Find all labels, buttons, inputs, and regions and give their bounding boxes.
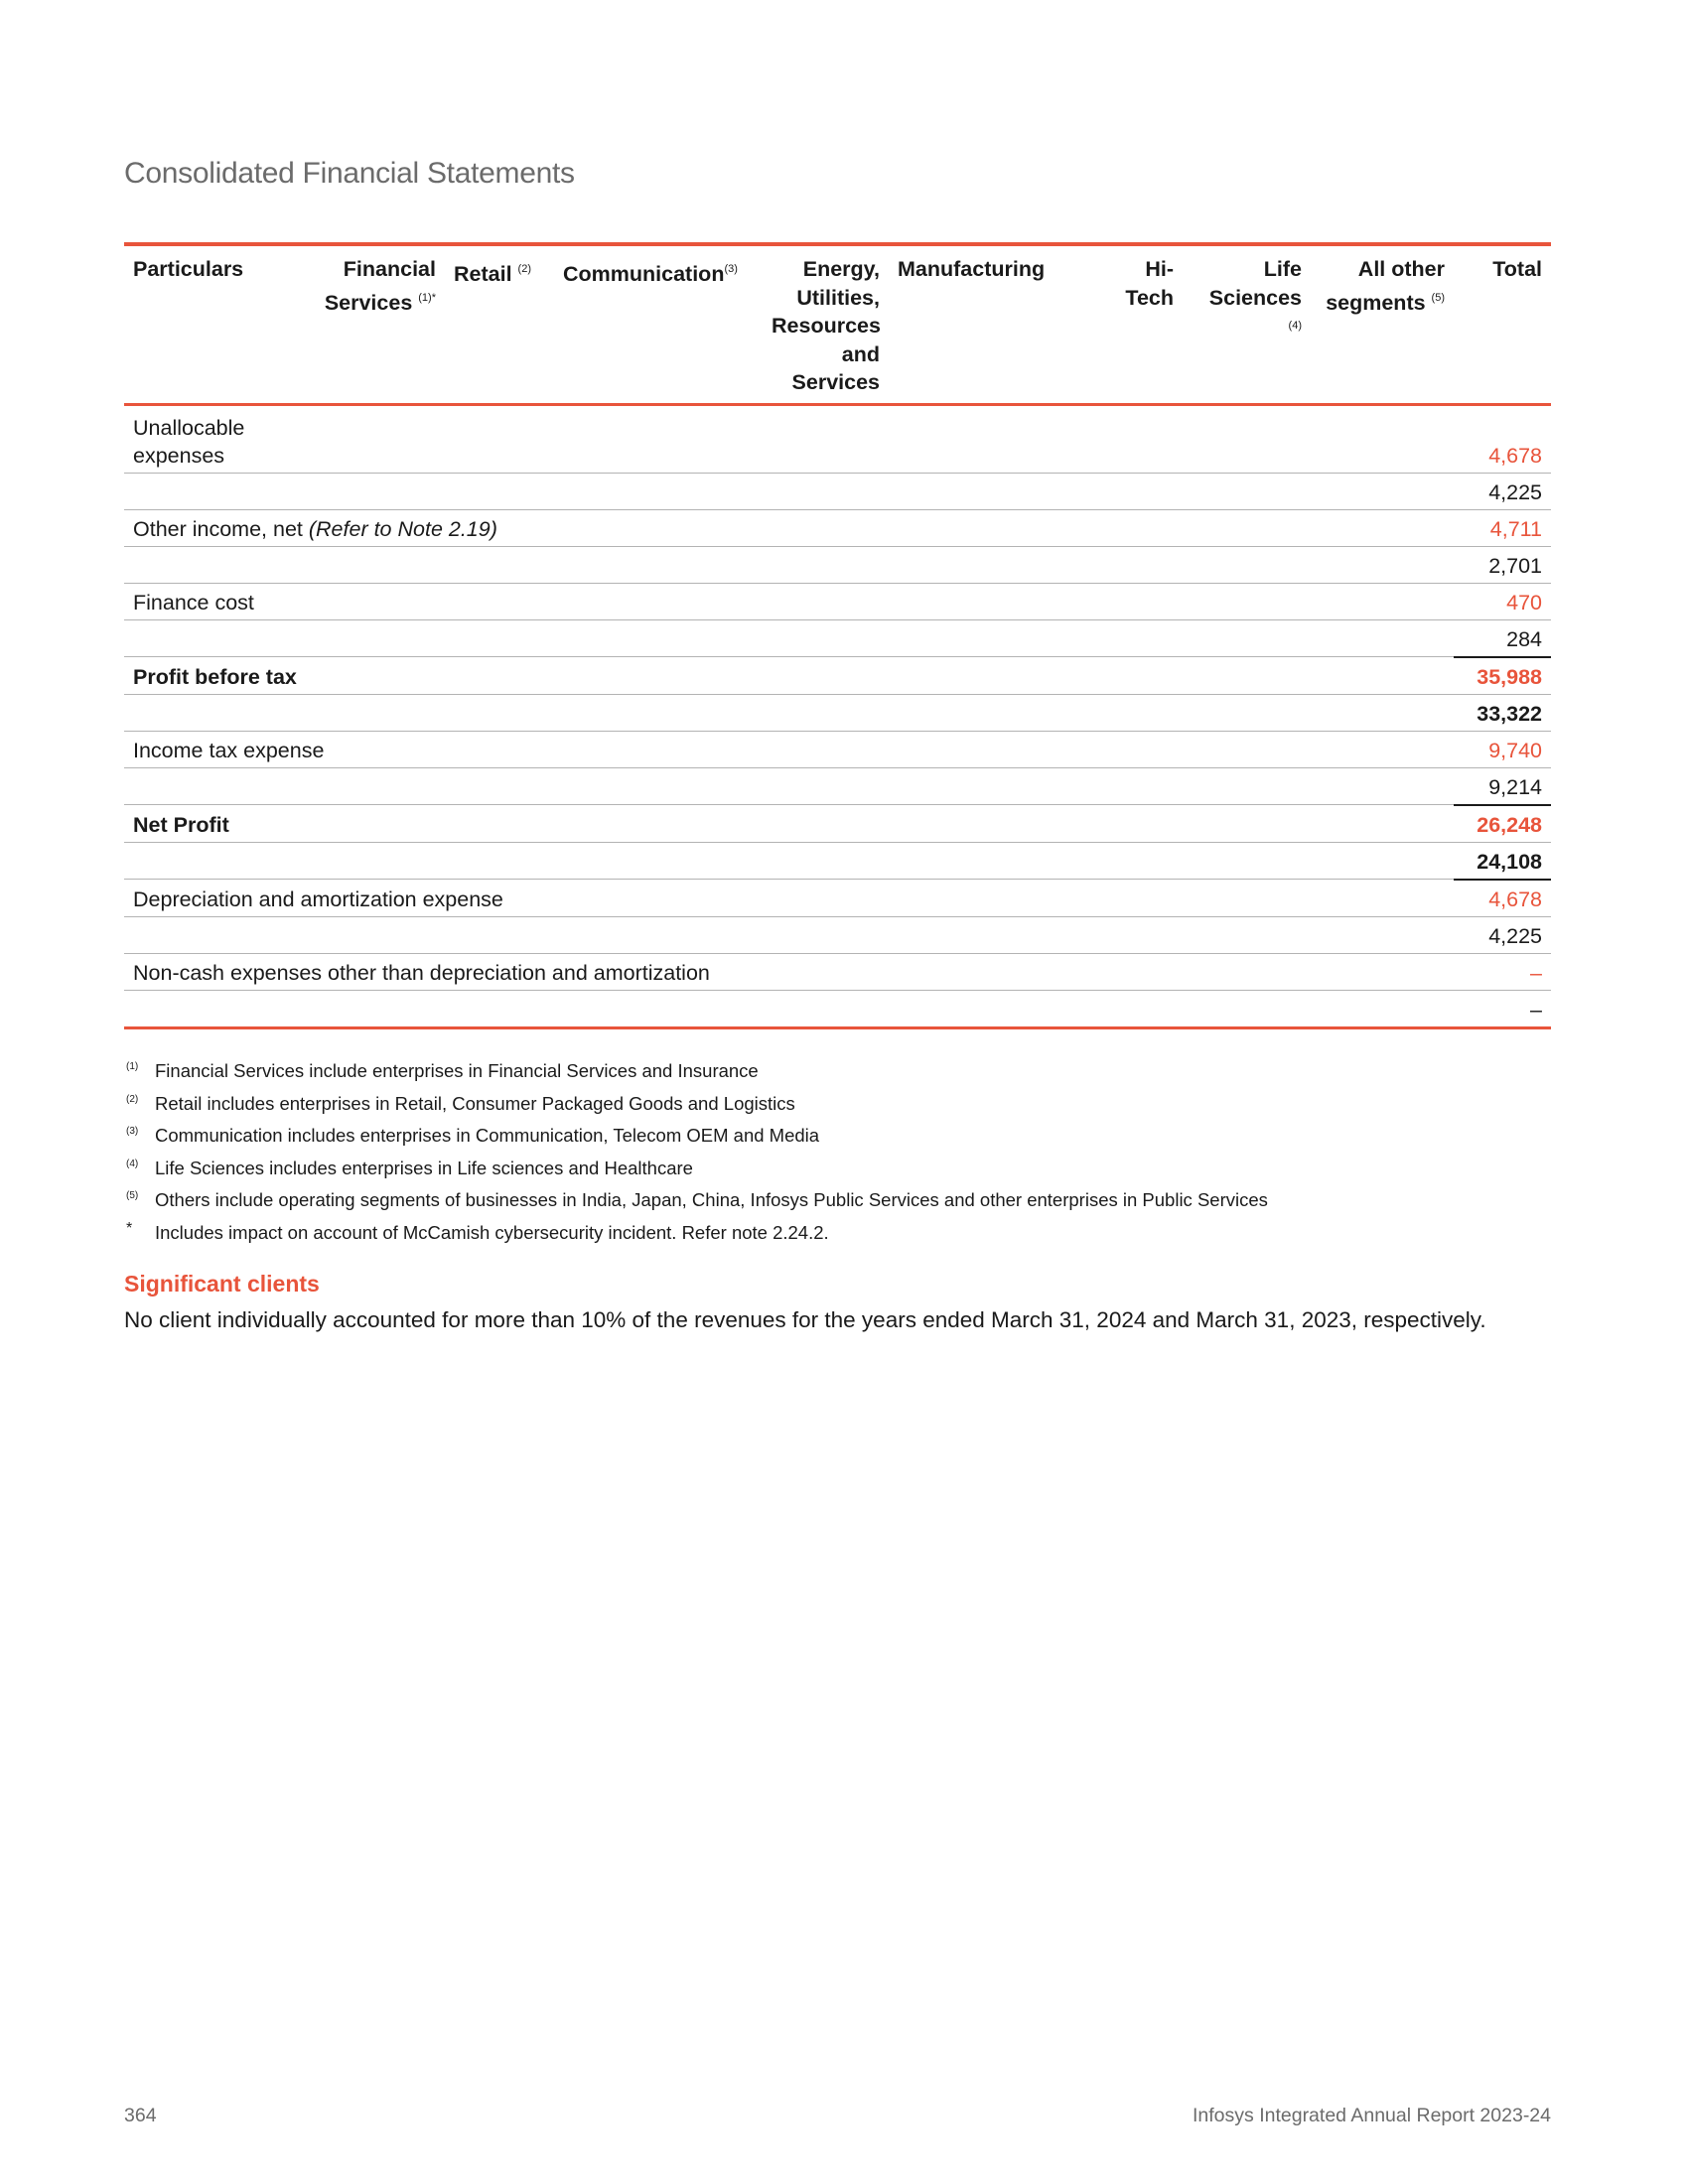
table-row [124, 619, 1551, 657]
row-current-value: 4,678 [1454, 880, 1551, 917]
footnote-text: Life Sciences includes enterprises in Life sciences and Healthcare [155, 1157, 693, 1178]
footnote [126, 1189, 1536, 1211]
row-current-value: 470 [1454, 583, 1551, 619]
table-row [124, 842, 1551, 880]
row-previous-value: 284 [1454, 619, 1551, 657]
table-row [124, 473, 1551, 509]
table-row [124, 404, 1551, 473]
footnote-mark: (5) [126, 1190, 139, 1201]
row-current-value: 4,711 [1454, 509, 1551, 546]
row-label: Non-cash expenses other than depreciation and amortization [124, 953, 1454, 990]
footnote [126, 1060, 1536, 1082]
segment-table [124, 242, 1551, 1029]
table-row [124, 953, 1551, 990]
table-row [124, 916, 1551, 953]
header-all-other-segments: All other segments $^{(5)}$ [1311, 244, 1454, 404]
footnote-text: Others include operating segments of businesses in India, Japan, China, Infosys Public Services and other enterprises in Public Services [155, 1189, 1268, 1210]
footnote-mark: (4) [126, 1158, 139, 1169]
row-current-value: – [1454, 953, 1551, 990]
row-label: Depreciation and amortization expense [124, 880, 1454, 917]
header-manufacturing: Manufacturing [889, 244, 1092, 404]
row-previous-value: 4,225 [1454, 916, 1551, 953]
footnote-mark: (1) [126, 1061, 139, 1072]
row-label: Unallocable expenses [124, 404, 1454, 473]
row-previous-value: – [1530, 997, 1542, 1022]
table-row [124, 583, 1551, 619]
row-label: Finance cost [124, 583, 1454, 619]
row-current-value: 9,740 [1454, 731, 1551, 767]
row-current-value: 35,988 [1454, 657, 1551, 695]
footnote-text: Financial Services include enterprises in Financial Services and Insurance [155, 1060, 759, 1081]
header-energy: Energy, Utilities, Resources and Services [763, 244, 889, 404]
footnote [126, 1093, 1536, 1115]
row-note: (Refer to Note 2.19) [308, 516, 497, 541]
header-total: Total [1454, 244, 1551, 404]
header-hi-tech: Hi-Tech [1092, 244, 1183, 404]
footnote [126, 1219, 1536, 1244]
page-title: Consolidated Financial Statements [124, 157, 575, 190]
footer-title: Infosys Integrated Annual Report 2023-24 [1193, 2105, 1551, 2126]
footnote-mark: * [126, 1219, 133, 1237]
table-row [124, 880, 1551, 917]
table-row [124, 767, 1551, 805]
significant-clients-text: No client individually accounted for more than 10% of the revenues for the years ended March 31, 2024 and March 31, 2023, respectively. [124, 1307, 1486, 1332]
footnote-text: Includes impact on account of McCamish cybersecurity incident. Refer note 2.24.2. [155, 1221, 829, 1243]
row-label: Income tax expense [124, 731, 1454, 767]
significant-clients-heading: Significant clients [124, 1271, 320, 1297]
footnote [126, 1125, 1536, 1147]
table-row [124, 657, 1551, 695]
table-row [124, 546, 1551, 583]
row-previous-value: 24,108 [1454, 842, 1551, 880]
footnote-mark: (3) [126, 1126, 139, 1137]
row-previous-value: 33,322 [1454, 694, 1551, 731]
table-row [124, 805, 1551, 843]
header-particulars: Particulars [124, 244, 281, 404]
footnotes [126, 1060, 1536, 1254]
row-label: Net Profit [124, 805, 1454, 843]
footnote [126, 1158, 1536, 1179]
row-previous-value: 4,225 [1454, 473, 1551, 509]
row-label: Profit before tax [124, 657, 1454, 695]
table-header-row [124, 244, 1551, 404]
table-row [124, 731, 1551, 767]
header-communication: Communication$^{(3)}$ [554, 244, 763, 404]
table-row [124, 990, 1551, 1027]
row-previous-value: 9,214 [1454, 767, 1551, 805]
footnote-text: Communication includes enterprises in Communication, Telecom OEM and Media [155, 1125, 820, 1146]
table-row [124, 694, 1551, 731]
row-current-value: 4,678 [1454, 404, 1551, 473]
footnote-mark: (2) [126, 1093, 139, 1105]
row-label: Other income, net (Refer to Note 2.19) [124, 509, 1454, 546]
page-number: 364 [124, 2105, 157, 2126]
header-retail: Retail $^{(2)}$ [445, 244, 554, 404]
row-current-value: 26,248 [1454, 805, 1551, 843]
header-financial-services: Financial Services $^{(1)*}$ [281, 244, 445, 404]
row-previous-value: 2,701 [1454, 546, 1551, 583]
table-row [124, 509, 1551, 546]
header-life-sciences: Life Sciences $^{(4)}$ [1183, 244, 1311, 404]
footnote-text: Retail includes enterprises in Retail, Consumer Packaged Goods and Logistics [155, 1092, 795, 1114]
